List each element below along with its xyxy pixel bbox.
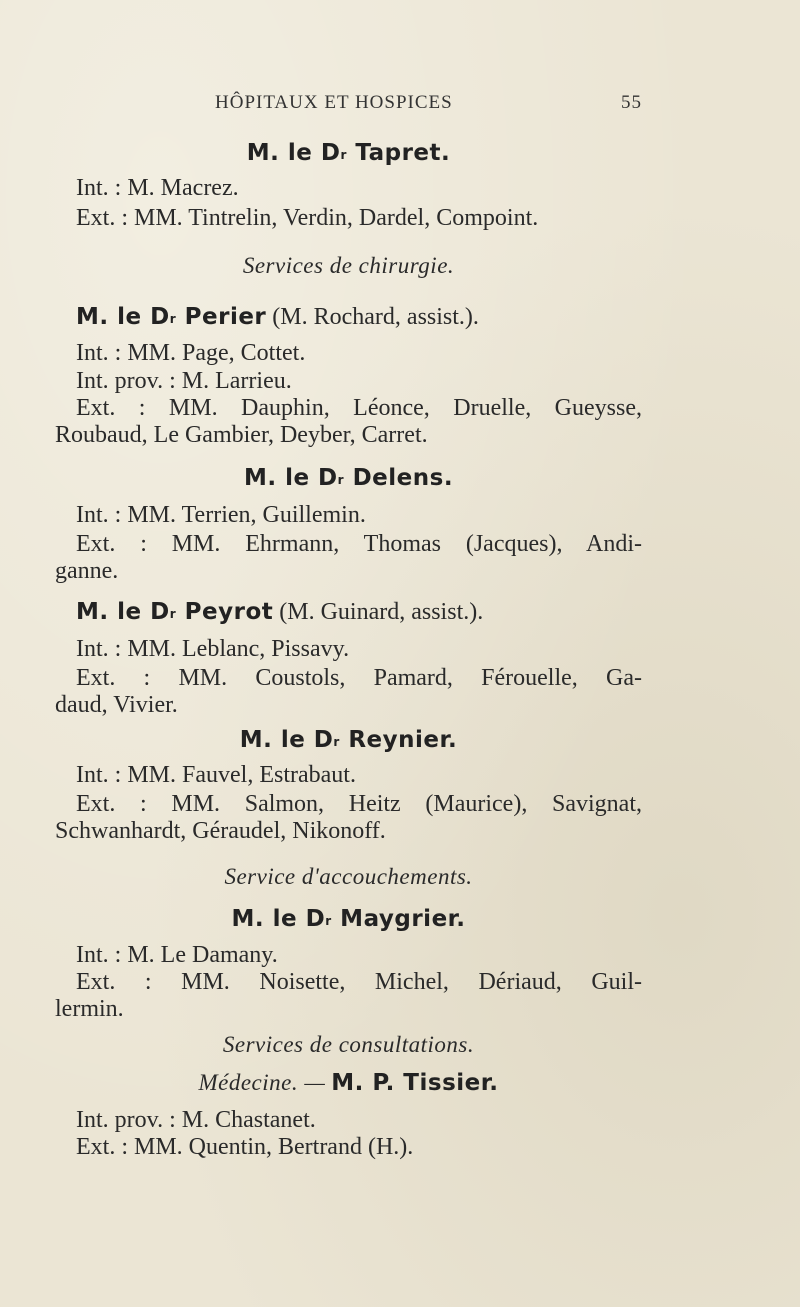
maygrier-interns: Int. : M. Le Damany. bbox=[76, 942, 278, 968]
reynier-externs-1: Ext. : MM. Salmon, Heitz (Maurice), Savignat, bbox=[76, 791, 642, 817]
maygrier-externs-2: lermin. bbox=[55, 996, 124, 1022]
heading-tissier-label: Médecine. — bbox=[198, 1070, 326, 1095]
heading-peyrot bbox=[55, 597, 642, 627]
running-head-title: HÔPITAUX ET HOSPICES bbox=[215, 92, 453, 113]
perier-interns-prov: Int. prov. : M. Larrieu. bbox=[76, 368, 292, 394]
superscript-r: r bbox=[325, 914, 332, 928]
reynier-interns: Int. : MM. Fauvel, Estrabaut. bbox=[76, 762, 356, 788]
tissier-externs: Ext. : MM. Quentin, Bertrand (H.). bbox=[76, 1134, 414, 1160]
heading-delens: M. le $D^r$ Delens. bbox=[243, 465, 454, 491]
perier-externs-1: Ext. : MM. Dauphin, Léonce, Druelle, Gueysse, bbox=[76, 395, 642, 421]
running-head bbox=[55, 92, 642, 116]
heading-tissier bbox=[55, 1068, 642, 1098]
section-surgery: Services de chirurgie. bbox=[242, 253, 455, 278]
heading-maygrier: M. le $D^r$ Maygrier. bbox=[231, 906, 466, 932]
tapret-externs: Ext. : MM. Tintrelin, Verdin, Dardel, Compoint. bbox=[76, 205, 539, 231]
superscript-r: r bbox=[169, 607, 177, 621]
delens-externs-1: Ext. : MM. Ehrmann, Thomas (Jacques), Andi- bbox=[76, 531, 642, 557]
peyrot-interns: Int. : MM. Leblanc, Pissavy. bbox=[76, 636, 350, 662]
delens-interns: Int. : MM. Terrien, Guillemin. bbox=[76, 502, 366, 528]
heading-peyrot-name: M. le $D^r$ Peyrot bbox=[76, 599, 274, 625]
heading-tapret: M. le $D^r$ Tapret. bbox=[246, 140, 451, 166]
superscript-r: r bbox=[337, 473, 345, 487]
heading-perier-assist: (M. Rochard, assist.). bbox=[272, 304, 479, 330]
heading-peyrot-assist: (M. Guinard, assist.). bbox=[279, 599, 484, 625]
page-number: 55 bbox=[621, 92, 642, 113]
section-obstetrics: Service d'accouchements. bbox=[224, 864, 473, 889]
superscript-r: r bbox=[169, 312, 177, 326]
maygrier-externs-1: Ext. : MM. Noisette, Michel, Dériaud, Guil- bbox=[76, 969, 642, 995]
peyrot-externs-1: Ext. : MM. Coustols, Pamard, Férouelle, Ga- bbox=[76, 665, 642, 691]
delens-externs-2: ganne. bbox=[55, 558, 119, 584]
superscript-r: r bbox=[340, 148, 347, 162]
perier-interns: Int. : MM. Page, Cottet. bbox=[76, 340, 306, 366]
perier-externs-2: Roubaud, Le Gambier, Deyber, Carret. bbox=[55, 422, 428, 448]
superscript-r: r bbox=[333, 735, 340, 749]
heading-reynier: M. le $D^r$ Reynier. bbox=[239, 727, 458, 753]
heading-tissier-name: M. P. Tissier. bbox=[331, 1070, 499, 1096]
heading-perier bbox=[55, 302, 642, 332]
tissier-interns-prov: Int. prov. : M. Chastanet. bbox=[76, 1107, 316, 1133]
section-consultations: Services de consultations. bbox=[222, 1032, 475, 1057]
reynier-externs-2: Schwanhardt, Géraudel, Nikonoff. bbox=[55, 818, 386, 844]
peyrot-externs-2: daud, Vivier. bbox=[55, 692, 178, 718]
tapret-interns: Int. : M. Macrez. bbox=[76, 175, 239, 201]
heading-perier-name: M. le $D^r$ Perier bbox=[76, 304, 267, 330]
